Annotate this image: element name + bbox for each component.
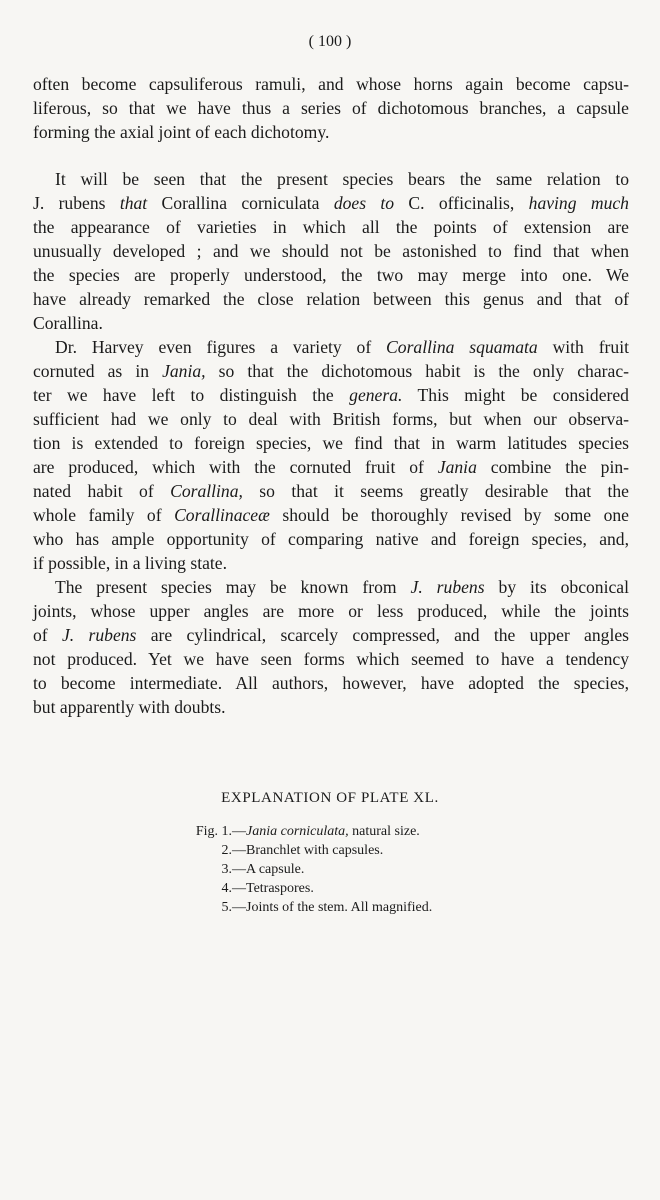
- text-segment: Dr. Harvey even figures a variety of: [55, 337, 387, 357]
- figure-list: [186, 822, 516, 917]
- text-line: [33, 575, 629, 599]
- text-segment: who has ample opportunity of comparing native and foreign species, and,: [33, 529, 629, 549]
- text-segment: combine the pin-: [476, 457, 629, 477]
- italic-term: Jania,: [162, 361, 206, 381]
- figure-item: [186, 898, 516, 917]
- text-line: [33, 120, 629, 144]
- text-line: [33, 239, 629, 263]
- text-line: [33, 72, 629, 96]
- text-segment: with fruit: [537, 337, 629, 357]
- figure-caption: A capsule.: [246, 862, 305, 877]
- text-segment: should be thoroughly revised by some one: [269, 505, 629, 525]
- text-segment: often become capsuliferous ramuli, and whose horns again become capsu-: [33, 74, 629, 94]
- figure-dash: —: [232, 824, 246, 839]
- text-segment: tion is extended to foreign species, we find that in warm latitudes species: [33, 433, 629, 453]
- text-segment: have already remarked the close relation between this genus and that of: [33, 289, 629, 309]
- italic-term: genera.: [349, 385, 403, 405]
- text-segment: This might be considered: [402, 385, 629, 405]
- italic-term: Jania: [437, 457, 477, 477]
- figure-item: [186, 879, 516, 898]
- text-segment: sufficient had we only to deal with British forms, but when our observa-: [33, 409, 629, 429]
- text-line: [33, 647, 629, 671]
- figure-dash: —: [232, 862, 246, 877]
- figure-caption: Joints of the stem. All magnified.: [246, 900, 433, 915]
- text-segment: Corallina.: [33, 313, 103, 333]
- text-segment: so that it seems greatly desirable that the: [242, 481, 629, 501]
- text-line: [33, 383, 629, 407]
- text-line: [33, 431, 629, 455]
- plate-explanation: [0, 790, 660, 915]
- text-line: [33, 503, 629, 527]
- text-line: [33, 671, 629, 695]
- italic-term: J. rubens: [410, 577, 485, 597]
- figure-item: [186, 822, 516, 841]
- text-segment: to become intermediate. All authors, however, have adopted the species,: [33, 673, 629, 693]
- text-line: [33, 215, 629, 239]
- figure-item: [186, 841, 516, 860]
- text-segment: if possible, in a living state.: [33, 553, 227, 573]
- text-segment: nated habit of: [33, 481, 171, 501]
- text-line: [33, 455, 629, 479]
- figure-dash: —: [232, 900, 246, 915]
- text-line: [33, 551, 629, 575]
- text-segment: so that the dichotomous habit is the only charac-: [205, 361, 629, 381]
- text-segment: are produced, which with the cornuted fruit of: [33, 457, 438, 477]
- figure-species: Jania corniculata,: [246, 824, 349, 839]
- text-segment: unusually developed ; and we should not be astonished to find that when: [33, 241, 629, 261]
- plate-title: EXPLANATION OF PLATE XL.: [221, 790, 439, 806]
- text-segment: It will be seen that the present species bears the same relation to: [55, 169, 629, 189]
- figure-caption: Tetraspores.: [246, 881, 314, 896]
- figure-dash: —: [232, 881, 246, 896]
- figure-label: Fig. 1.: [195, 824, 232, 839]
- text-line: [33, 191, 629, 215]
- text-line: [33, 359, 629, 383]
- text-segment: are cylindrical, scarcely compressed, and the upper angles: [136, 625, 630, 645]
- figure-label: 5.: [221, 900, 232, 915]
- italic-term: Corallina squamata: [386, 337, 538, 357]
- text-segment: Corallina corniculata: [161, 193, 320, 213]
- figure-label: 3.: [221, 862, 232, 877]
- text-segment: of: [33, 625, 62, 645]
- text-line: [33, 623, 629, 647]
- figure-caption: Branchlet with capsules.: [246, 843, 384, 858]
- italic-term: that: [105, 193, 162, 213]
- text-segment: cornuted as in: [33, 361, 163, 381]
- italic-term: does to: [319, 193, 409, 213]
- text-segment: ter we have left to distinguish the: [33, 385, 350, 405]
- figure-item: [186, 860, 516, 879]
- text-line: [33, 695, 629, 719]
- italic-term: Corallina,: [170, 481, 243, 501]
- figure-label: 4.: [221, 881, 232, 896]
- text-segment: whole family of: [33, 505, 175, 525]
- text-line: [33, 335, 629, 359]
- text-line: [33, 96, 629, 120]
- body-text: [33, 72, 629, 719]
- text-segment: C. officinalis,: [408, 193, 515, 213]
- text-line: [33, 599, 629, 623]
- page-number: ( 100 ): [308, 33, 352, 50]
- text-segment: The present species may be known from: [55, 577, 411, 597]
- text-segment: joints, whose upper angles are more or less produced, while the joints: [33, 601, 629, 621]
- figure-label: 2.: [221, 843, 232, 858]
- text-line: [33, 287, 629, 311]
- text-line: [33, 263, 629, 287]
- text-line: [33, 479, 629, 503]
- figure-caption: natural size.: [348, 824, 420, 839]
- text-segment: the species are properly understood, the two may merge into one. We: [33, 265, 629, 285]
- paragraph-3: [33, 335, 629, 575]
- text-line: [33, 407, 629, 431]
- text-segment: the appearance of varieties in which all the points of extension are: [33, 217, 629, 237]
- text-line: [33, 167, 629, 191]
- text-segment: J. rubens: [33, 193, 106, 213]
- paragraph-2: [33, 167, 629, 335]
- text-segment: forming the axial joint of each dichotomy.: [33, 122, 330, 142]
- text-segment: liferous, so that we have thus a series of dichotomous branches, a capsule: [33, 98, 629, 118]
- paragraph-4: [33, 575, 629, 719]
- italic-term: having much: [514, 193, 629, 213]
- text-line: [33, 311, 629, 335]
- text-segment: by its obconical: [484, 577, 630, 597]
- italic-term: J. rubens: [61, 625, 137, 645]
- figure-dash: —: [232, 843, 246, 858]
- text-segment: but apparently with doubts.: [33, 697, 226, 717]
- text-line: [33, 527, 629, 551]
- italic-term: Corallinaceæ: [174, 505, 270, 525]
- paragraph-1: [33, 72, 629, 144]
- text-segment: not produced. Yet we have seen forms which seemed to have a tendency: [33, 649, 629, 669]
